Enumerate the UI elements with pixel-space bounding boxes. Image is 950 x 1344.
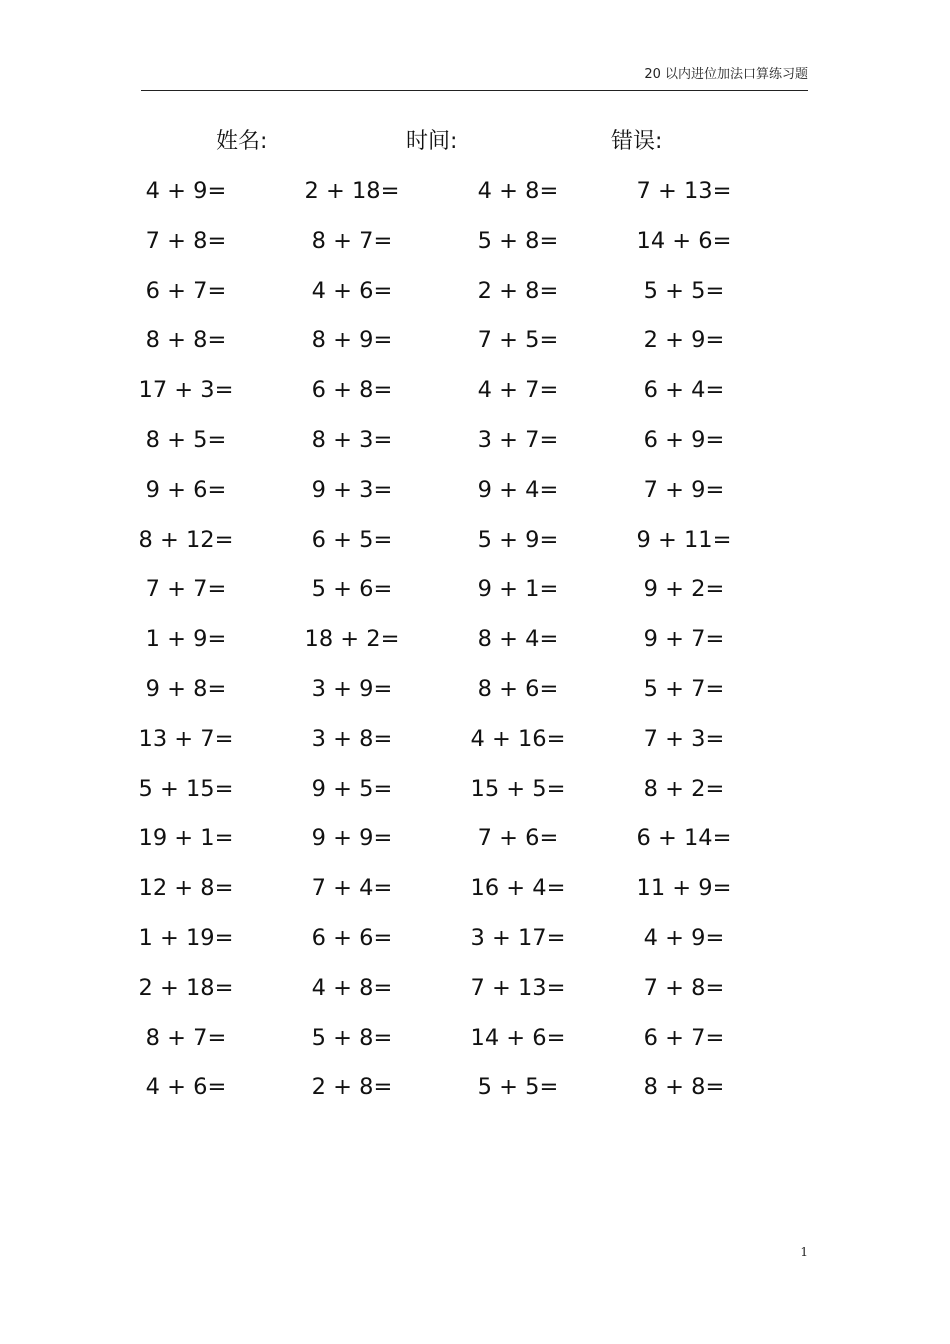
problem-item: 7 + 7= [145, 576, 227, 603]
problem-row [0, 970, 950, 1020]
problem-item: 3 + 7= [477, 426, 559, 453]
problem-item: 6 + 7= [145, 277, 227, 304]
problem-item: 8 + 4= [477, 626, 559, 653]
problem-item: 6 + 4= [643, 377, 725, 404]
problem-item: 4 + 9= [643, 924, 725, 951]
problem-item: 12 + 8= [138, 875, 234, 902]
problem-item: 4 + 6= [311, 277, 393, 304]
problem-item: 5 + 9= [477, 526, 559, 553]
problem-item: 9 + 7= [643, 626, 725, 653]
problem-item: 5 + 5= [643, 277, 725, 304]
page-number: 1 [800, 1245, 808, 1259]
problem-item: 14 + 6= [636, 227, 732, 254]
problem-item: 2 + 8= [477, 277, 559, 304]
problem-item: 6 + 6= [311, 924, 393, 951]
problem-item: 7 + 8= [643, 974, 725, 1001]
problem-item: 18 + 2= [304, 626, 400, 653]
problem-item: 3 + 17= [470, 924, 566, 951]
problem-item: 17 + 3= [138, 377, 234, 404]
problem-row [0, 173, 950, 223]
problem-item: 8 + 5= [145, 426, 227, 453]
problem-item: 16 + 4= [470, 875, 566, 902]
problem-item: 6 + 14= [636, 825, 732, 852]
problem-item: 7 + 4= [311, 875, 393, 902]
problem-item: 7 + 5= [477, 327, 559, 354]
problem-row [0, 571, 950, 621]
problem-item: 14 + 6= [470, 1024, 566, 1051]
problem-item: 8 + 6= [477, 675, 559, 702]
problem-row [0, 1020, 950, 1070]
problem-item: 8 + 7= [311, 227, 393, 254]
problem-item: 4 + 8= [311, 974, 393, 1001]
problem-item: 6 + 7= [643, 1024, 725, 1051]
problem-grid [0, 173, 950, 1119]
problem-item: 1 + 19= [138, 924, 234, 951]
problem-item: 2 + 9= [643, 327, 725, 354]
problem-item: 4 + 16= [470, 725, 566, 752]
problem-item: 8 + 7= [145, 1024, 227, 1051]
problem-row [0, 322, 950, 372]
problem-item: 6 + 9= [643, 426, 725, 453]
problem-item: 13 + 7= [138, 725, 234, 752]
problem-item: 9 + 9= [311, 825, 393, 852]
problem-item: 9 + 5= [311, 775, 393, 802]
problem-item: 7 + 8= [145, 227, 227, 254]
field-labels [0, 125, 950, 161]
problem-item: 9 + 4= [477, 476, 559, 503]
problem-item: 15 + 5= [470, 775, 566, 802]
problem-item: 8 + 3= [311, 426, 393, 453]
problem-item: 8 + 8= [643, 1074, 725, 1101]
problem-item: 8 + 9= [311, 327, 393, 354]
problem-item: 9 + 11= [636, 526, 732, 553]
problem-item: 5 + 8= [477, 227, 559, 254]
problem-item: 4 + 8= [477, 178, 559, 204]
time-label: 时间: [406, 129, 458, 154]
problem-row [0, 771, 950, 821]
problem-row [0, 820, 950, 870]
page-header [141, 62, 808, 91]
problem-item: 3 + 9= [311, 675, 393, 702]
problem-item: 5 + 8= [311, 1024, 393, 1051]
problem-row [0, 671, 950, 721]
name-label: 姓名: [216, 129, 268, 154]
problem-item: 8 + 2= [643, 775, 725, 802]
problem-item: 5 + 15= [138, 775, 234, 802]
problem-item: 5 + 7= [643, 675, 725, 702]
header-title: 20 以内进位加法口算练习题 [644, 67, 808, 82]
problem-item: 7 + 9= [643, 476, 725, 503]
problem-item: 6 + 5= [311, 526, 393, 553]
problem-item: 7 + 13= [636, 178, 732, 204]
problem-row [0, 621, 950, 671]
error-label: 错误: [611, 129, 663, 154]
problem-item: 7 + 13= [470, 974, 566, 1001]
problem-item: 8 + 8= [145, 327, 227, 354]
problem-item: 9 + 3= [311, 476, 393, 503]
problem-item: 4 + 7= [477, 377, 559, 404]
problem-item: 2 + 8= [311, 1074, 393, 1101]
problem-item: 5 + 5= [477, 1074, 559, 1101]
problem-item: 9 + 6= [145, 476, 227, 503]
problem-item: 8 + 12= [138, 526, 234, 553]
problem-item: 9 + 2= [643, 576, 725, 603]
problem-item: 9 + 1= [477, 576, 559, 603]
problem-item: 9 + 8= [145, 675, 227, 702]
problem-row [0, 721, 950, 771]
problem-item: 4 + 6= [145, 1074, 227, 1101]
problem-row [0, 472, 950, 522]
problem-row [0, 1069, 950, 1119]
problem-row [0, 372, 950, 422]
problem-item: 11 + 9= [636, 875, 732, 902]
problem-item: 6 + 8= [311, 377, 393, 404]
problem-item: 3 + 8= [311, 725, 393, 752]
problem-item: 2 + 18= [304, 178, 400, 204]
problem-item: 19 + 1= [138, 825, 234, 852]
problem-row [0, 522, 950, 572]
problem-row [0, 223, 950, 273]
problem-row [0, 870, 950, 920]
problem-item: 7 + 6= [477, 825, 559, 852]
problem-item: 7 + 3= [643, 725, 725, 752]
problem-row [0, 422, 950, 472]
problem-row [0, 273, 950, 323]
problem-item: 1 + 9= [145, 626, 227, 653]
problem-item: 4 + 9= [145, 178, 227, 204]
problem-item: 2 + 18= [138, 974, 234, 1001]
problem-item: 5 + 6= [311, 576, 393, 603]
problem-row [0, 920, 950, 970]
